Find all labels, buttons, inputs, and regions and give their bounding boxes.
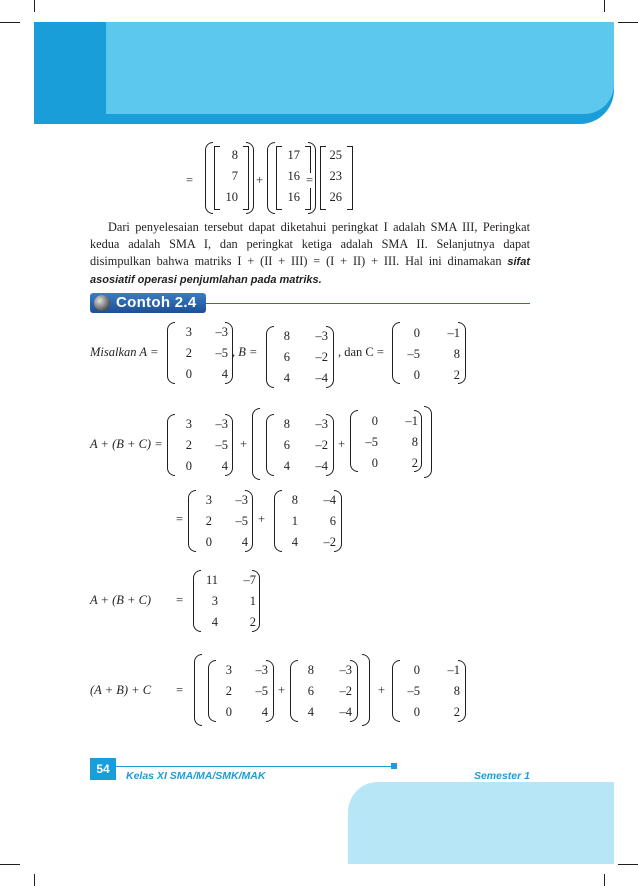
matrix-cell: 23 bbox=[329, 169, 342, 183]
matrix-cell: 4 bbox=[221, 459, 228, 473]
header-banner-inner bbox=[106, 22, 614, 114]
left-paren bbox=[205, 142, 213, 214]
matrix-cell: 8 bbox=[283, 417, 290, 431]
matrix-bc bbox=[280, 493, 336, 550]
page-footer bbox=[90, 758, 530, 782]
crop-mark bbox=[34, 874, 35, 886]
matrix-cell: 4 bbox=[307, 705, 314, 719]
right-paren bbox=[225, 414, 233, 476]
matrix-cell: 16 bbox=[287, 190, 300, 204]
matrix-c bbox=[398, 663, 460, 720]
matrix-cell: 2 bbox=[249, 615, 256, 629]
matrix-cell: –3 bbox=[215, 417, 228, 431]
paragraph-text: Dari penyelesaian tersebut dapat diketahui peringkat I adalah SMA III, Peringkat kedua adalah SMA I, dan peringkat ketiga adalah SMA II. Selanjutnya dapat disimpulkan bahwa matriks I + (II + III) = (I + II) + III. Hal ini dinamakan bbox=[90, 220, 530, 268]
matrix-cell: –1 bbox=[447, 326, 460, 340]
matrix-a bbox=[194, 493, 248, 550]
definition-prefix: Misalkan A = bbox=[90, 345, 159, 359]
matrix-cell: 8 bbox=[307, 663, 314, 677]
matrix-c bbox=[356, 414, 418, 471]
matrix-cell: 0 bbox=[371, 456, 378, 470]
matrix-cell: 3 bbox=[185, 325, 192, 339]
matrix-b bbox=[296, 663, 352, 720]
matrix-cell: 2 bbox=[411, 456, 418, 470]
matrix-cell: 17 bbox=[287, 148, 300, 162]
plus-sign: + bbox=[256, 173, 264, 187]
right-bracket bbox=[347, 146, 353, 210]
matrix-cell: –1 bbox=[405, 414, 418, 428]
right-paren bbox=[414, 410, 422, 472]
plus-sign: + bbox=[378, 683, 386, 697]
matrix-cell: –3 bbox=[315, 417, 328, 431]
matrix-col bbox=[218, 148, 238, 205]
right-paren bbox=[245, 490, 253, 552]
matrix-cell: 3 bbox=[225, 663, 232, 677]
footer-square bbox=[391, 763, 397, 769]
equals-sign: = bbox=[176, 512, 184, 526]
matrix-cell: 2 bbox=[225, 684, 232, 698]
left-paren bbox=[267, 142, 275, 214]
matrix-cell: 1 bbox=[249, 594, 256, 608]
matrix-cell: 11 bbox=[205, 573, 218, 587]
footer-decoration bbox=[348, 782, 614, 864]
matrix-cell: –3 bbox=[235, 493, 248, 507]
matrix-cell: 6 bbox=[329, 514, 336, 528]
matrix-cell: 8 bbox=[283, 329, 290, 343]
matrix-cell: 0 bbox=[413, 368, 420, 382]
right-paren bbox=[424, 406, 432, 478]
c-label: , dan C = bbox=[338, 345, 384, 359]
matrix-cell: –5 bbox=[365, 435, 378, 449]
footer-rule bbox=[116, 766, 394, 767]
matrix-a bbox=[174, 417, 228, 474]
matrix-cell: –2 bbox=[315, 350, 328, 364]
matrix-cell: 1 bbox=[291, 514, 298, 528]
crop-mark bbox=[618, 22, 638, 23]
matrix-cell: 4 bbox=[221, 367, 228, 381]
globe-icon bbox=[94, 295, 110, 311]
book-title: Kelas XI SMA/MA/SMK/MAK bbox=[126, 770, 266, 782]
matrix-cell: 8 bbox=[291, 493, 298, 507]
matrix-cell: 26 bbox=[329, 190, 342, 204]
matrix-c bbox=[398, 326, 460, 383]
matrix-cell: 8 bbox=[453, 684, 460, 698]
crop-mark bbox=[0, 864, 20, 865]
matrix-cell: 4 bbox=[291, 535, 298, 549]
matrix-cell: –4 bbox=[339, 705, 352, 719]
matrix-cell: –4 bbox=[315, 459, 328, 473]
matrix-result bbox=[196, 573, 256, 630]
body-paragraph bbox=[90, 219, 530, 289]
matrix-cell: 3 bbox=[205, 493, 212, 507]
crop-mark bbox=[618, 864, 638, 865]
left-paren bbox=[194, 654, 202, 726]
b-label: , B = bbox=[232, 345, 258, 359]
matrix-cell: 0 bbox=[205, 535, 212, 549]
left-paren bbox=[252, 408, 260, 480]
matrix-b bbox=[272, 329, 328, 386]
matrix-cell: 4 bbox=[211, 615, 218, 629]
matrix-cell: 8 bbox=[231, 148, 238, 162]
equation-label: A + (B + C) bbox=[90, 593, 152, 607]
matrix-cell: 3 bbox=[185, 417, 192, 431]
matrix-cell: –4 bbox=[315, 371, 328, 385]
matrix-cell: –5 bbox=[215, 346, 228, 360]
equation-label: (A + B) + C bbox=[90, 683, 152, 697]
right-paren bbox=[326, 326, 334, 388]
matrix-cell: –7 bbox=[243, 573, 256, 587]
matrix-cell: 3 bbox=[211, 594, 218, 608]
equals-sign: = bbox=[176, 593, 184, 607]
example-header bbox=[90, 293, 530, 313]
right-paren bbox=[266, 660, 274, 722]
right-paren bbox=[326, 414, 334, 476]
matrix-cell: –3 bbox=[255, 663, 268, 677]
matrix-col bbox=[280, 148, 300, 205]
crop-mark bbox=[0, 22, 20, 23]
matrix-cell: 4 bbox=[283, 459, 290, 473]
matrix-cell: 0 bbox=[225, 705, 232, 719]
matrix-cell: 4 bbox=[261, 705, 268, 719]
matrix-cell: –2 bbox=[315, 438, 328, 452]
matrix-cell: 0 bbox=[371, 414, 378, 428]
page-number: 54 bbox=[90, 758, 116, 780]
matrix-cell: 6 bbox=[283, 350, 290, 364]
matrix-cell: 0 bbox=[413, 705, 420, 719]
plus-sign: + bbox=[258, 512, 266, 526]
equals-sign: = bbox=[176, 683, 184, 697]
matrix-b bbox=[272, 417, 328, 474]
matrix-cell: 2 bbox=[185, 346, 192, 360]
example-title: Contoh 2.4 bbox=[116, 294, 197, 311]
right-paren bbox=[458, 322, 466, 384]
example-rule bbox=[206, 303, 530, 304]
matrix-cell: –4 bbox=[323, 493, 336, 507]
matrix-cell: 16 bbox=[287, 169, 300, 183]
matrix-cell: –3 bbox=[315, 329, 328, 343]
matrix-a bbox=[174, 325, 228, 382]
matrix-a bbox=[214, 663, 268, 720]
matrix-cell: –3 bbox=[339, 663, 352, 677]
equation-label: A + (B + C) = bbox=[90, 437, 163, 451]
crop-mark bbox=[604, 874, 605, 886]
matrix-cell: 0 bbox=[413, 663, 420, 677]
matrix-cell: 0 bbox=[185, 459, 192, 473]
equals-sign: = bbox=[306, 173, 314, 187]
matrix-cell: –3 bbox=[215, 325, 228, 339]
matrix-cell: 4 bbox=[283, 371, 290, 385]
right-paren bbox=[458, 660, 466, 722]
matrix-cell: –2 bbox=[339, 684, 352, 698]
matrix-cell: –5 bbox=[255, 684, 268, 698]
matrix-cell: 4 bbox=[241, 535, 248, 549]
matrix-cell: –5 bbox=[215, 438, 228, 452]
matrix-cell: 7 bbox=[231, 169, 238, 183]
matrix-col bbox=[322, 148, 342, 205]
plus-sign: + bbox=[278, 683, 286, 697]
matrix-cell: 25 bbox=[329, 148, 342, 162]
matrix-cell: 8 bbox=[453, 347, 460, 361]
equals-sign: = bbox=[186, 173, 194, 187]
right-paren bbox=[334, 490, 342, 552]
matrix-cell: –1 bbox=[447, 663, 460, 677]
matrix-cell: –5 bbox=[407, 347, 420, 361]
matrix-cell: –5 bbox=[235, 514, 248, 528]
matrix-cell: 0 bbox=[185, 367, 192, 381]
right-paren bbox=[362, 654, 370, 726]
matrix-cell: 10 bbox=[225, 190, 238, 204]
matrix-cell: –2 bbox=[323, 535, 336, 549]
matrix-cell: 8 bbox=[411, 435, 418, 449]
matrix-cell: 2 bbox=[185, 438, 192, 452]
matrix-cell: 6 bbox=[307, 684, 314, 698]
plus-sign: + bbox=[240, 437, 248, 451]
paragraph-bold-term: sifat asosiatif operasi penjumlahan pada matriks. bbox=[90, 256, 530, 286]
semester-label: Semester 1 bbox=[473, 770, 530, 782]
matrix-cell: 2 bbox=[453, 368, 460, 382]
header-banner bbox=[34, 22, 614, 124]
plus-sign: + bbox=[338, 437, 346, 451]
right-paren bbox=[246, 142, 254, 214]
matrix-cell: 2 bbox=[453, 705, 460, 719]
matrix-cell: –5 bbox=[407, 684, 420, 698]
right-paren bbox=[252, 570, 260, 632]
matrix-cell: 2 bbox=[205, 514, 212, 528]
right-paren bbox=[350, 660, 358, 722]
matrix-cell: 6 bbox=[283, 438, 290, 452]
crop-mark bbox=[604, 0, 605, 12]
crop-mark bbox=[34, 0, 35, 12]
matrix-cell: 0 bbox=[413, 326, 420, 340]
